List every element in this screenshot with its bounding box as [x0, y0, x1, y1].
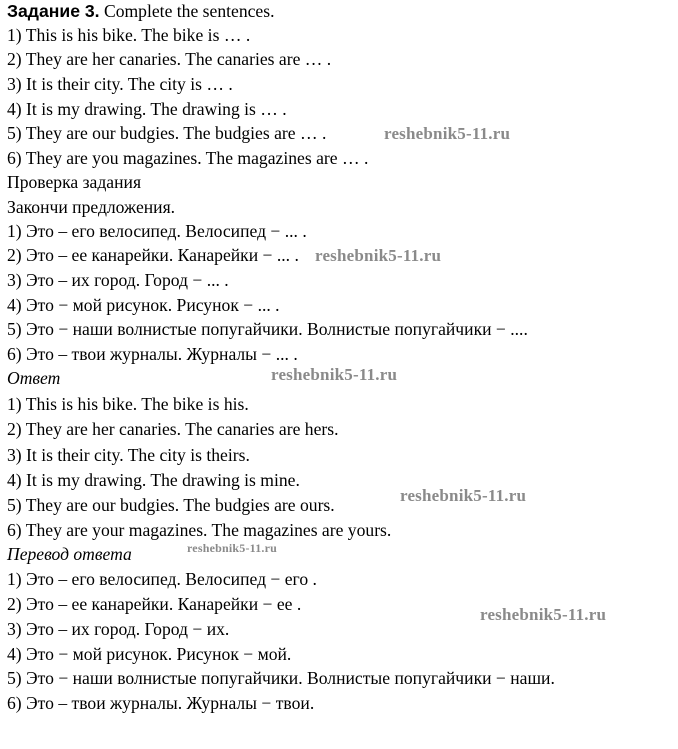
watermark: reshebnik5-11.ru: [315, 246, 442, 265]
answer-sentence-1: 1) This is his bike. The bike is his.: [7, 394, 249, 414]
task-instruction: Complete the sentences.: [103, 1, 275, 21]
task-sentence-1: 1) This is his bike. The bike is … .: [7, 25, 251, 45]
check-sentence-3: 3) Это – их город. Город − ... .: [7, 270, 229, 290]
check-sentence-6: 6) Это – твои журналы. Журналы − ... .: [7, 344, 298, 364]
translation-sentence-4: 4) Это − мой рисунок. Рисунок − мой.: [7, 644, 292, 664]
check-sentence-2: 2) Это – ее канарейки. Канарейки − ... .: [7, 245, 299, 265]
task-sentence-5: 5) They are our budgies. The budgies are … .: [7, 123, 327, 143]
task-sentence-3: 3) It is their city. The city is … .: [7, 74, 233, 94]
task-sentence-6: 6) They are you magazines. The magazines are … .: [7, 148, 369, 168]
check-heading: Проверка задания: [7, 172, 142, 192]
watermark: reshebnik5-11.ru: [384, 124, 511, 143]
translation-sentence-3: 3) Это – их город. Город − их.: [7, 619, 230, 639]
check-sentence-4: 4) Это − мой рисунок. Рисунок − ... .: [7, 295, 280, 315]
watermark: reshebnik5-11.ru: [480, 605, 607, 624]
answer-sentence-5: 5) They are our budgies. The budgies are ours.: [7, 495, 335, 515]
translation-sentence-2: 2) Это – ее канарейки. Канарейки − ее .: [7, 594, 302, 614]
translation-sentence-1: 1) Это – его велосипед. Велосипед − его .: [7, 569, 317, 589]
answer-sentence-6: 6) They are your magazines. The magazines are yours.: [7, 520, 392, 540]
task-sentence-2: 2) They are her canaries. The canaries are … .: [7, 49, 332, 69]
answer-heading: Ответ: [7, 368, 61, 388]
watermark: reshebnik5-11.ru: [400, 486, 527, 505]
translation-sentence-6: 6) Это – твои журналы. Журналы − твои.: [7, 693, 315, 713]
check-instruction: Закончи предложения.: [7, 197, 176, 217]
task-sentence-4: 4) It is my drawing. The drawing is … .: [7, 99, 287, 119]
translation-heading: Перевод ответа: [7, 544, 132, 564]
check-sentence-1: 1) Это – его велосипед. Велосипед − ... .: [7, 221, 307, 241]
task-heading: [7, 0, 274, 22]
watermark: reshebnik5-11.ru: [271, 365, 398, 384]
answer-sentence-2: 2) They are her canaries. The canaries are hers.: [7, 419, 339, 439]
answer-sentence-4: 4) It is my drawing. The drawing is mine.: [7, 470, 300, 490]
translation-sentence-5: 5) Это − наши волнистые попугайчики. Волнистые попугайчики − наши.: [7, 668, 555, 688]
check-sentence-5: 5) Это − наши волнистые попугайчики. Волнистые попугайчики − ....: [7, 319, 528, 339]
watermark: reshebnik5-11.ru: [187, 541, 277, 555]
task-title: Задание 3.: [7, 1, 100, 21]
answer-sentence-3: 3) It is their city. The city is theirs.: [7, 445, 250, 465]
